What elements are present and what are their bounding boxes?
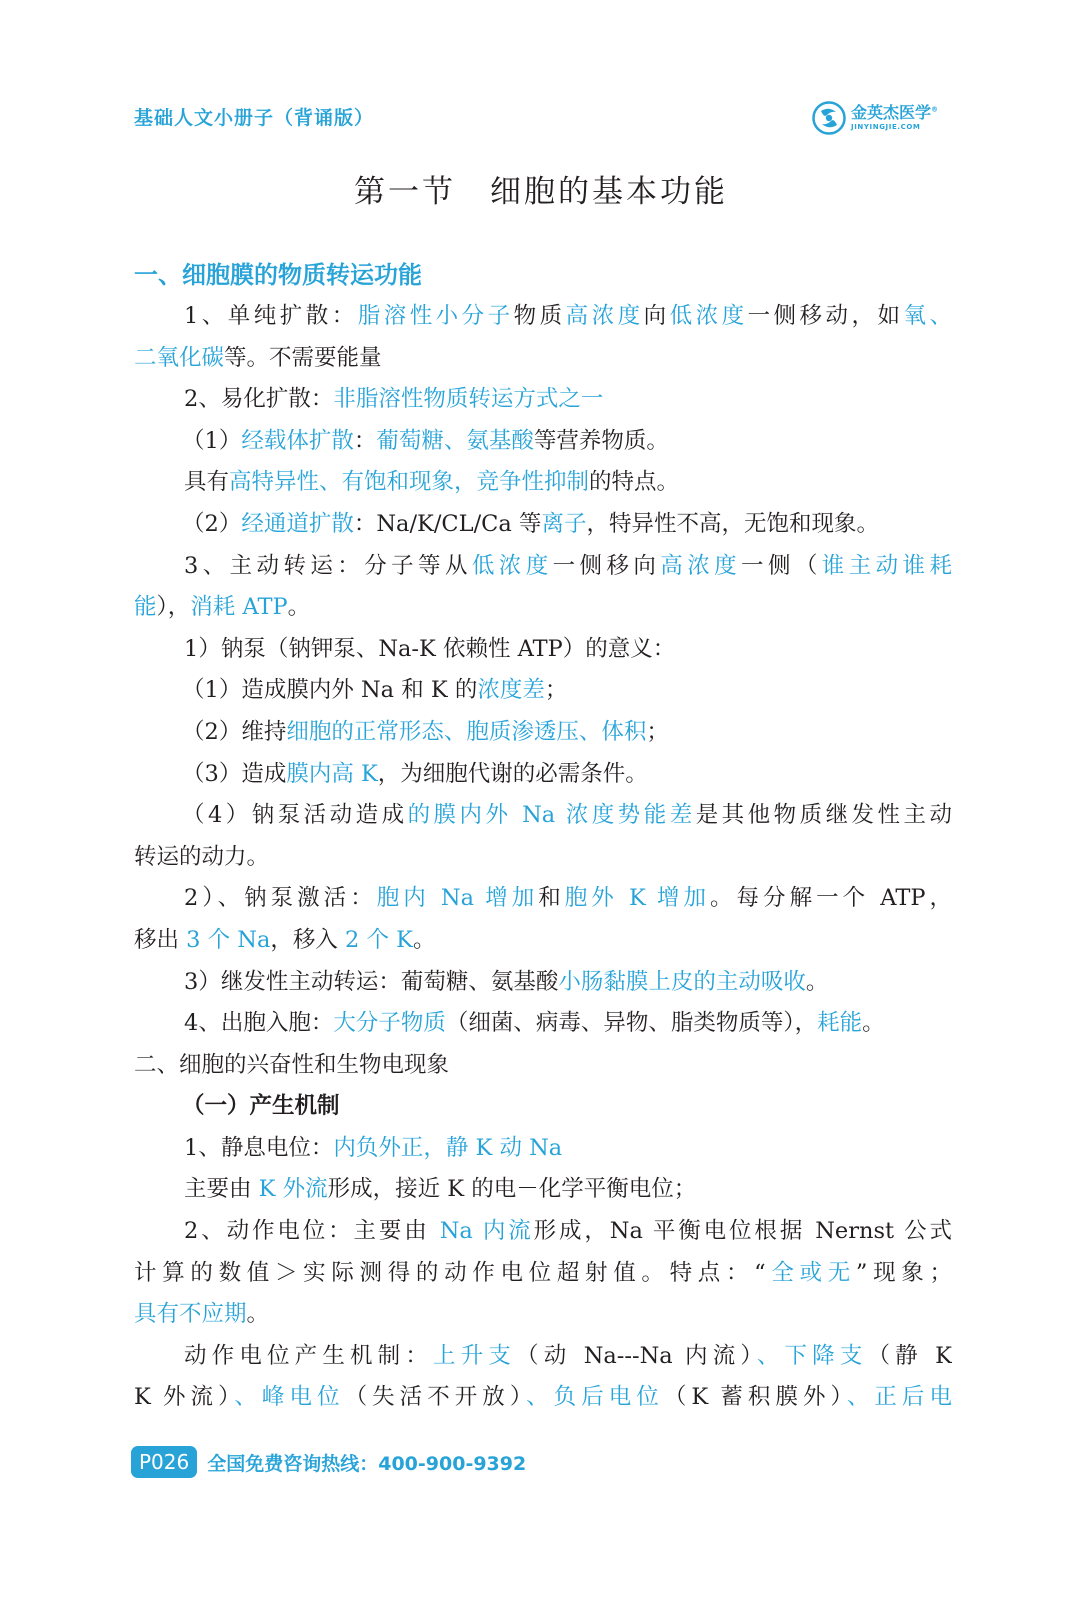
line-segment: K 外流） xyxy=(134,1384,235,1411)
text-line xyxy=(134,629,952,671)
highlighted-term: 、正后电 xyxy=(846,1384,952,1411)
highlighted-term: 高浓度 xyxy=(565,303,644,329)
line-segment: （一）产生机制 xyxy=(182,1093,340,1120)
line-segment: 。 xyxy=(862,1010,885,1037)
line-segment: （动 Na---Na 内流） xyxy=(516,1342,757,1369)
line-segment: 移出 xyxy=(134,926,187,953)
page-title: 第一节 细胞的基本功能 xyxy=(354,174,728,210)
line-segment: ，为细胞代谢的必需条件。 xyxy=(377,760,648,787)
line-segment: 形成，接近 K 的电－化学平衡电位； xyxy=(327,1176,697,1203)
highlighted-term: 消耗 ATP xyxy=(190,594,288,621)
highlighted-term: 胞外 K 增加 xyxy=(564,885,711,912)
body-text xyxy=(134,296,952,1419)
page-footer xyxy=(131,1446,526,1478)
highlighted-term: 低浓度 xyxy=(669,303,748,329)
highlighted-term: 胞内 Na 增加 xyxy=(376,885,539,912)
line-segment: 。 xyxy=(246,1301,270,1328)
line-segment: 。 xyxy=(412,926,436,953)
line-segment: 是其他物质继发性主动 xyxy=(695,802,952,829)
line-segment: 3）继发性主动转运：葡萄糖、氨基酸 xyxy=(184,968,559,995)
text-line xyxy=(134,920,952,962)
highlighted-term: 非脂溶性物质转运方式之一 xyxy=(333,386,604,413)
text-line xyxy=(134,670,952,712)
line-segment: ）， xyxy=(156,594,191,621)
highlighted-term: 全或无 xyxy=(765,1259,856,1286)
line-segment: 形成，Na 平衡电位根据 Nernst 公式 xyxy=(533,1218,952,1245)
highlighted-term: 3 个 Na xyxy=(186,926,271,953)
line-segment: （K 蓄积膜外） xyxy=(663,1384,847,1411)
text-line xyxy=(134,962,952,1004)
line-segment: 1）钠泵（钠钾泵、Na-K 依赖性 ATP）的意义： xyxy=(184,635,676,662)
line-segment: 。每分解一个 ATP， xyxy=(710,885,952,912)
highlighted-term: 2 个 K xyxy=(345,926,413,953)
text-line xyxy=(134,878,952,920)
line-segment: 2）、钠泵激活： xyxy=(184,885,377,912)
highlighted-term: 脂溶性小分子 xyxy=(357,303,514,329)
highlighted-term: 的膜内外 Na 浓度势能差 xyxy=(407,802,696,829)
highlighted-term: 耗能 xyxy=(817,1010,863,1037)
text-line xyxy=(134,1377,952,1419)
logo-registered-mark: ® xyxy=(931,105,939,114)
text-line xyxy=(134,1169,952,1211)
brand-logo xyxy=(812,98,952,138)
line-segment: 一侧移动，如 xyxy=(747,303,904,329)
line-segment: 2、动作电位：主要由 xyxy=(184,1218,440,1245)
line-segment: ：Na/K/CL/Ca 等 xyxy=(353,510,542,537)
line-segment: 。 xyxy=(287,594,311,621)
highlighted-term: 能 xyxy=(134,594,157,621)
text-line xyxy=(134,338,952,380)
logo-swirl-icon xyxy=(812,101,846,135)
highlighted-term: 高浓度 xyxy=(660,552,742,579)
logo-name: 金英杰医学 xyxy=(851,103,932,122)
line-segment: 2、易化扩散： xyxy=(184,386,334,413)
line-segment: 物质 xyxy=(513,303,566,329)
text-line xyxy=(134,1128,952,1170)
line-segment: 等营养物质。 xyxy=(533,427,669,454)
line-segment: （1） xyxy=(182,427,242,454)
highlighted-term: 二氧化碳 xyxy=(134,344,225,371)
highlighted-term: 高特异性、有饱和现象，竞争性抑制 xyxy=(229,469,590,496)
highlighted-term: 、负后电位 xyxy=(526,1384,664,1411)
highlighted-term: 谁主动谁耗 xyxy=(821,552,952,579)
line-segment: （细菌、病毒、异物、脂类物质等）， xyxy=(445,1010,818,1037)
highlighted-term: 浓度差 xyxy=(477,677,545,704)
line-segment: 转运的动力。 xyxy=(134,843,270,870)
highlighted-term: K 外流 xyxy=(258,1176,328,1203)
line-segment: ，特异性不高，无饱和现象。 xyxy=(586,510,879,537)
line-segment: 一侧（ xyxy=(741,552,822,579)
text-line xyxy=(134,837,952,879)
line-segment: 具有 xyxy=(184,469,230,496)
line-segment: （1）造成膜内外 Na 和 K 的 xyxy=(182,677,478,704)
highlighted-term: 、下降支 xyxy=(756,1342,868,1369)
text-line xyxy=(134,1045,952,1087)
text-line xyxy=(134,1211,952,1253)
text-line xyxy=(134,1336,952,1378)
line-segment: 二、细胞的兴奋性和生物电现象 xyxy=(134,1051,450,1078)
text-line xyxy=(134,296,952,338)
highlighted-term: 小肠黏膜上皮的主动吸收 xyxy=(558,968,806,995)
book-title: 基础人文小册子（背诵版） xyxy=(134,107,375,129)
text-line xyxy=(134,1003,952,1045)
text-line xyxy=(134,1253,952,1295)
text-line xyxy=(134,421,952,463)
line-segment: ； xyxy=(646,718,669,745)
line-segment: 等。不需要能量 xyxy=(224,344,382,371)
line-segment: （失活不开放） xyxy=(344,1384,527,1411)
highlighted-term: 经通道扩散 xyxy=(241,510,354,537)
line-segment: （4）钠泵活动造成 xyxy=(182,802,408,829)
text-line xyxy=(134,754,952,796)
line-segment: 和 xyxy=(538,885,565,912)
line-segment: ： xyxy=(353,427,377,454)
line-segment: ”现象； xyxy=(855,1259,952,1286)
line-segment: 1、单纯扩散： xyxy=(184,303,358,329)
highlighted-term: 经载体扩散 xyxy=(241,427,354,454)
line-segment: 一侧移向 xyxy=(552,552,661,579)
text-line xyxy=(134,546,952,588)
highlighted-term: 低浓度 xyxy=(471,552,553,579)
line-segment: 主要由 xyxy=(184,1176,259,1203)
text-line xyxy=(134,587,952,629)
line-segment: 。 xyxy=(805,968,829,995)
line-segment: 的特点。 xyxy=(589,469,680,496)
highlighted-term: 内负外正，静 K 动 Na xyxy=(333,1134,563,1161)
highlighted-term: 细胞的正常形态、胞质渗透压、体积 xyxy=(286,718,647,745)
text-line xyxy=(134,1294,952,1336)
text-line xyxy=(134,712,952,754)
line-segment: （2）维持 xyxy=(182,718,287,745)
line-segment: 3、主动转运：分子等从 xyxy=(184,552,472,579)
highlighted-term: 离子 xyxy=(541,510,587,537)
page-number-badge: P026 xyxy=(131,1446,197,1478)
section-heading: 一、细胞膜的物质转运功能 xyxy=(134,261,422,289)
highlighted-term: 膜内高 K xyxy=(286,760,378,787)
highlighted-term: 上升支 xyxy=(433,1342,517,1369)
highlighted-term: 具有不应期 xyxy=(134,1301,247,1328)
highlighted-term: Na 内流 xyxy=(439,1218,534,1245)
line-segment: 计算的数值＞实际测得的动作电位超射值。特点：“ xyxy=(134,1259,766,1286)
line-segment: ； xyxy=(544,677,568,704)
text-line xyxy=(134,795,952,837)
line-segment: 动作电位产生机制： xyxy=(184,1342,434,1369)
logo-url: JINYINGJIE.COM xyxy=(851,123,921,131)
line-segment: 向 xyxy=(643,303,670,329)
line-segment: （静 K xyxy=(867,1342,952,1369)
highlighted-term: 氧、 xyxy=(903,303,952,329)
hotline-text: 全国免费咨询热线：400-900-9392 xyxy=(207,1452,527,1475)
line-segment: （3）造成 xyxy=(182,760,287,787)
highlighted-term: 、峰电位 xyxy=(234,1384,345,1411)
line-segment: （2） xyxy=(182,510,242,537)
line-segment: ，移入 xyxy=(270,926,346,953)
text-line xyxy=(134,379,952,421)
highlighted-term: 大分子物质 xyxy=(333,1010,446,1037)
line-segment: 4、出胞入胞： xyxy=(184,1010,334,1037)
line-segment: 1、静息电位： xyxy=(184,1134,334,1161)
text-line xyxy=(134,504,952,546)
subsection-heading xyxy=(134,1086,952,1128)
highlighted-term: 葡萄糖、氨基酸 xyxy=(376,427,534,454)
text-line xyxy=(134,462,952,504)
